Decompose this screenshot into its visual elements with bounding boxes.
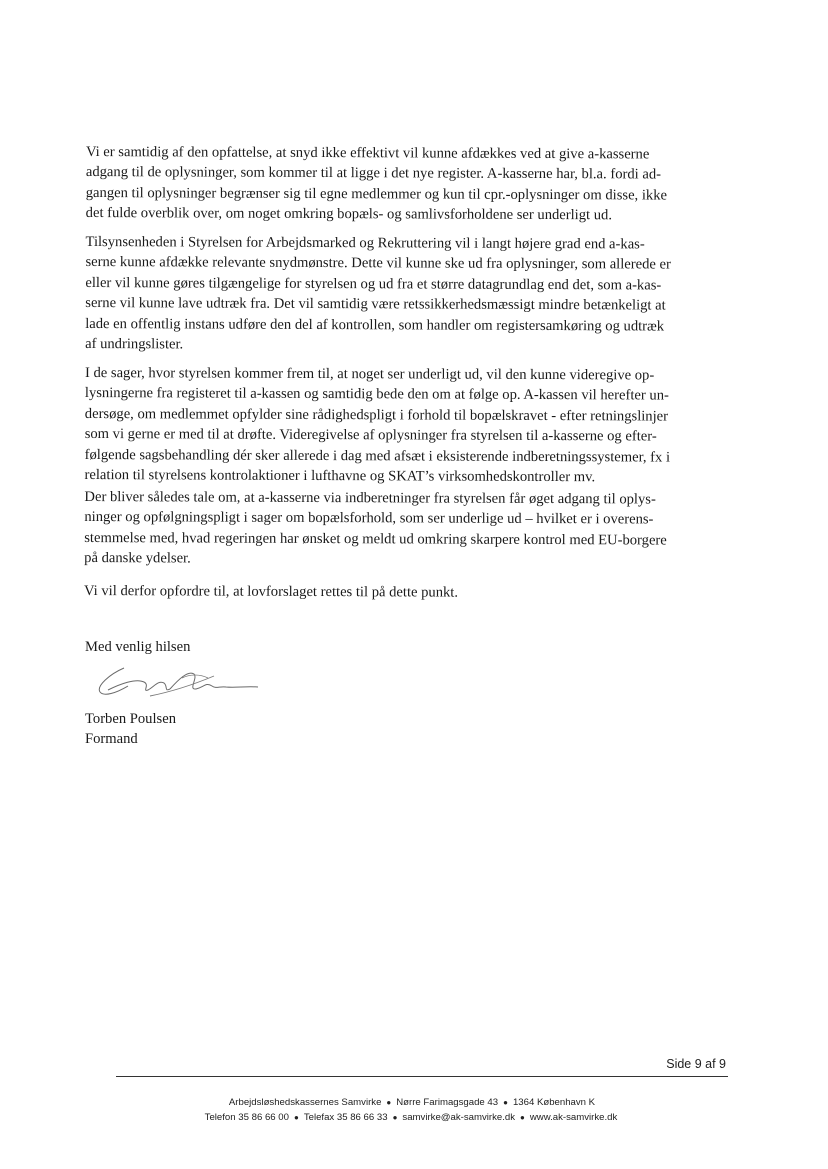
text-line: Vi er samtidig af den opfattelse, at snyd ikke effektivt vil kunne afdækkes ved at give a-kasserne xyxy=(85,143,650,163)
text-line: som vi gerne er med til at drøfte. Videregivelse af oplysninger fra styrelsen til a-kasserne og efter- xyxy=(84,426,657,445)
text-line: stemmelse med, hvad regeringen har ønsket og meldt ud omkring skarpere kontrol med EU-borgere xyxy=(84,529,667,549)
closing-greeting: Med venlig hilsen xyxy=(85,639,191,655)
page-number: Side 9 af 9 xyxy=(666,1057,726,1071)
footer-separator: ● xyxy=(386,1097,392,1107)
text-line: Tilsynsenheden i Styrelsen for Arbejdsmarked og Rekruttering vil i langt højere grad end a-kas- xyxy=(85,233,645,253)
paragraph-3 xyxy=(85,363,734,488)
text-line: Vi vil derfor opfordre til, at lovforslaget rettes til på dette punkt. xyxy=(84,582,459,601)
signature-image xyxy=(90,656,260,706)
text-line: dersøge, om medlemmet opfylder sine rådighedspligt i forhold til bopælskravet - efter retningslinjer xyxy=(84,405,669,425)
text-line: relation til styrelsens kontrolaktioner i lufthavne og SKAT’s virksomhedskontroller mv. xyxy=(84,467,596,486)
footer-city: 1364 København K xyxy=(512,1097,596,1108)
text-line: lade en offentlig instans udføre den del af kontrollen, som handler om registersamkøring og udtræk xyxy=(85,315,665,335)
footer-separator: ● xyxy=(293,1112,299,1122)
paragraph-4 xyxy=(84,487,732,571)
footer-organization: Arbejdsløshedskassernes Samvirke xyxy=(228,1097,382,1108)
letter-body xyxy=(84,142,734,601)
text-line: serne vil kunne lave udtræk fra. Det vil samtidig være retssikkerhedsmæssigt mindre betænkeligt at xyxy=(85,295,666,314)
footer-street: Nørre Farimagsgade 43 xyxy=(396,1097,499,1108)
text-line: Der bliver således tale om, at a-kasserne via indberetninger fra styrelsen får øget adgang til oplys- xyxy=(84,488,656,508)
signer-title: Formand xyxy=(85,731,138,747)
paragraph-5 xyxy=(84,581,732,604)
text-line: lysningerne fra registeret til a-kassen og samtidig bede den om at følge op. A-kassen vil herefter un- xyxy=(84,385,669,404)
footer-address xyxy=(0,1097,826,1108)
text-line: af undringslister. xyxy=(85,336,184,353)
text-line: eller vil kunne gøres tilgængelige for styrelsen og ud fra et større datagrundlag end det, som a-kas- xyxy=(85,274,662,294)
footer-contact xyxy=(0,1112,825,1123)
footer-website[interactable]: www.ak-samvirke.dk xyxy=(529,1112,618,1123)
footer-email[interactable]: samvirke@ak-samvirke.dk xyxy=(402,1112,516,1123)
footer-separator: ● xyxy=(503,1097,508,1107)
text-line: I de sager, hvor styrelsen kommer frem til, at noget ser underligt ud, vil den kunne videregive op- xyxy=(84,364,655,384)
paragraph-1 xyxy=(86,142,734,226)
text-line: adgang til de oplysninger, som kommer til at ligge i det nye register. A-kasserne har, bl.a. fordi ad- xyxy=(85,164,662,183)
footer-separator: ● xyxy=(520,1112,525,1122)
text-line: det fulde overblik over, om noget omkring bopæls- og samlivsforholdene ser underligt ud. xyxy=(85,205,613,224)
footer-divider xyxy=(116,1076,728,1077)
text-line: følgende sagsbehandling dér sker allerede i dag med afsæt i eksisterende indberetningssystemer, fx i xyxy=(84,446,671,466)
text-line: ninger og opfølgningspligt i sager om bopælsforhold, som ser underlige ud – hvilket er i overens- xyxy=(84,509,654,528)
footer-separator: ● xyxy=(392,1112,398,1122)
text-line: gangen til oplysninger begrænser sig til egne medlemmer og kun til cpr.-oplysninger om disse, ikke xyxy=(85,184,668,204)
footer-phone: Telefon 35 86 66 00 xyxy=(204,1112,289,1123)
signer-name: Torben Poulsen xyxy=(85,711,176,727)
text-line: på danske ydelser. xyxy=(84,550,191,567)
text-line: serne kunne afdække relevante snydmønstre. Dette vil kunne ske ud fra oplysninger, som allerede er xyxy=(85,254,671,273)
footer-fax: Telefax 35 86 66 33 xyxy=(303,1112,388,1123)
paragraph-2 xyxy=(85,232,734,357)
